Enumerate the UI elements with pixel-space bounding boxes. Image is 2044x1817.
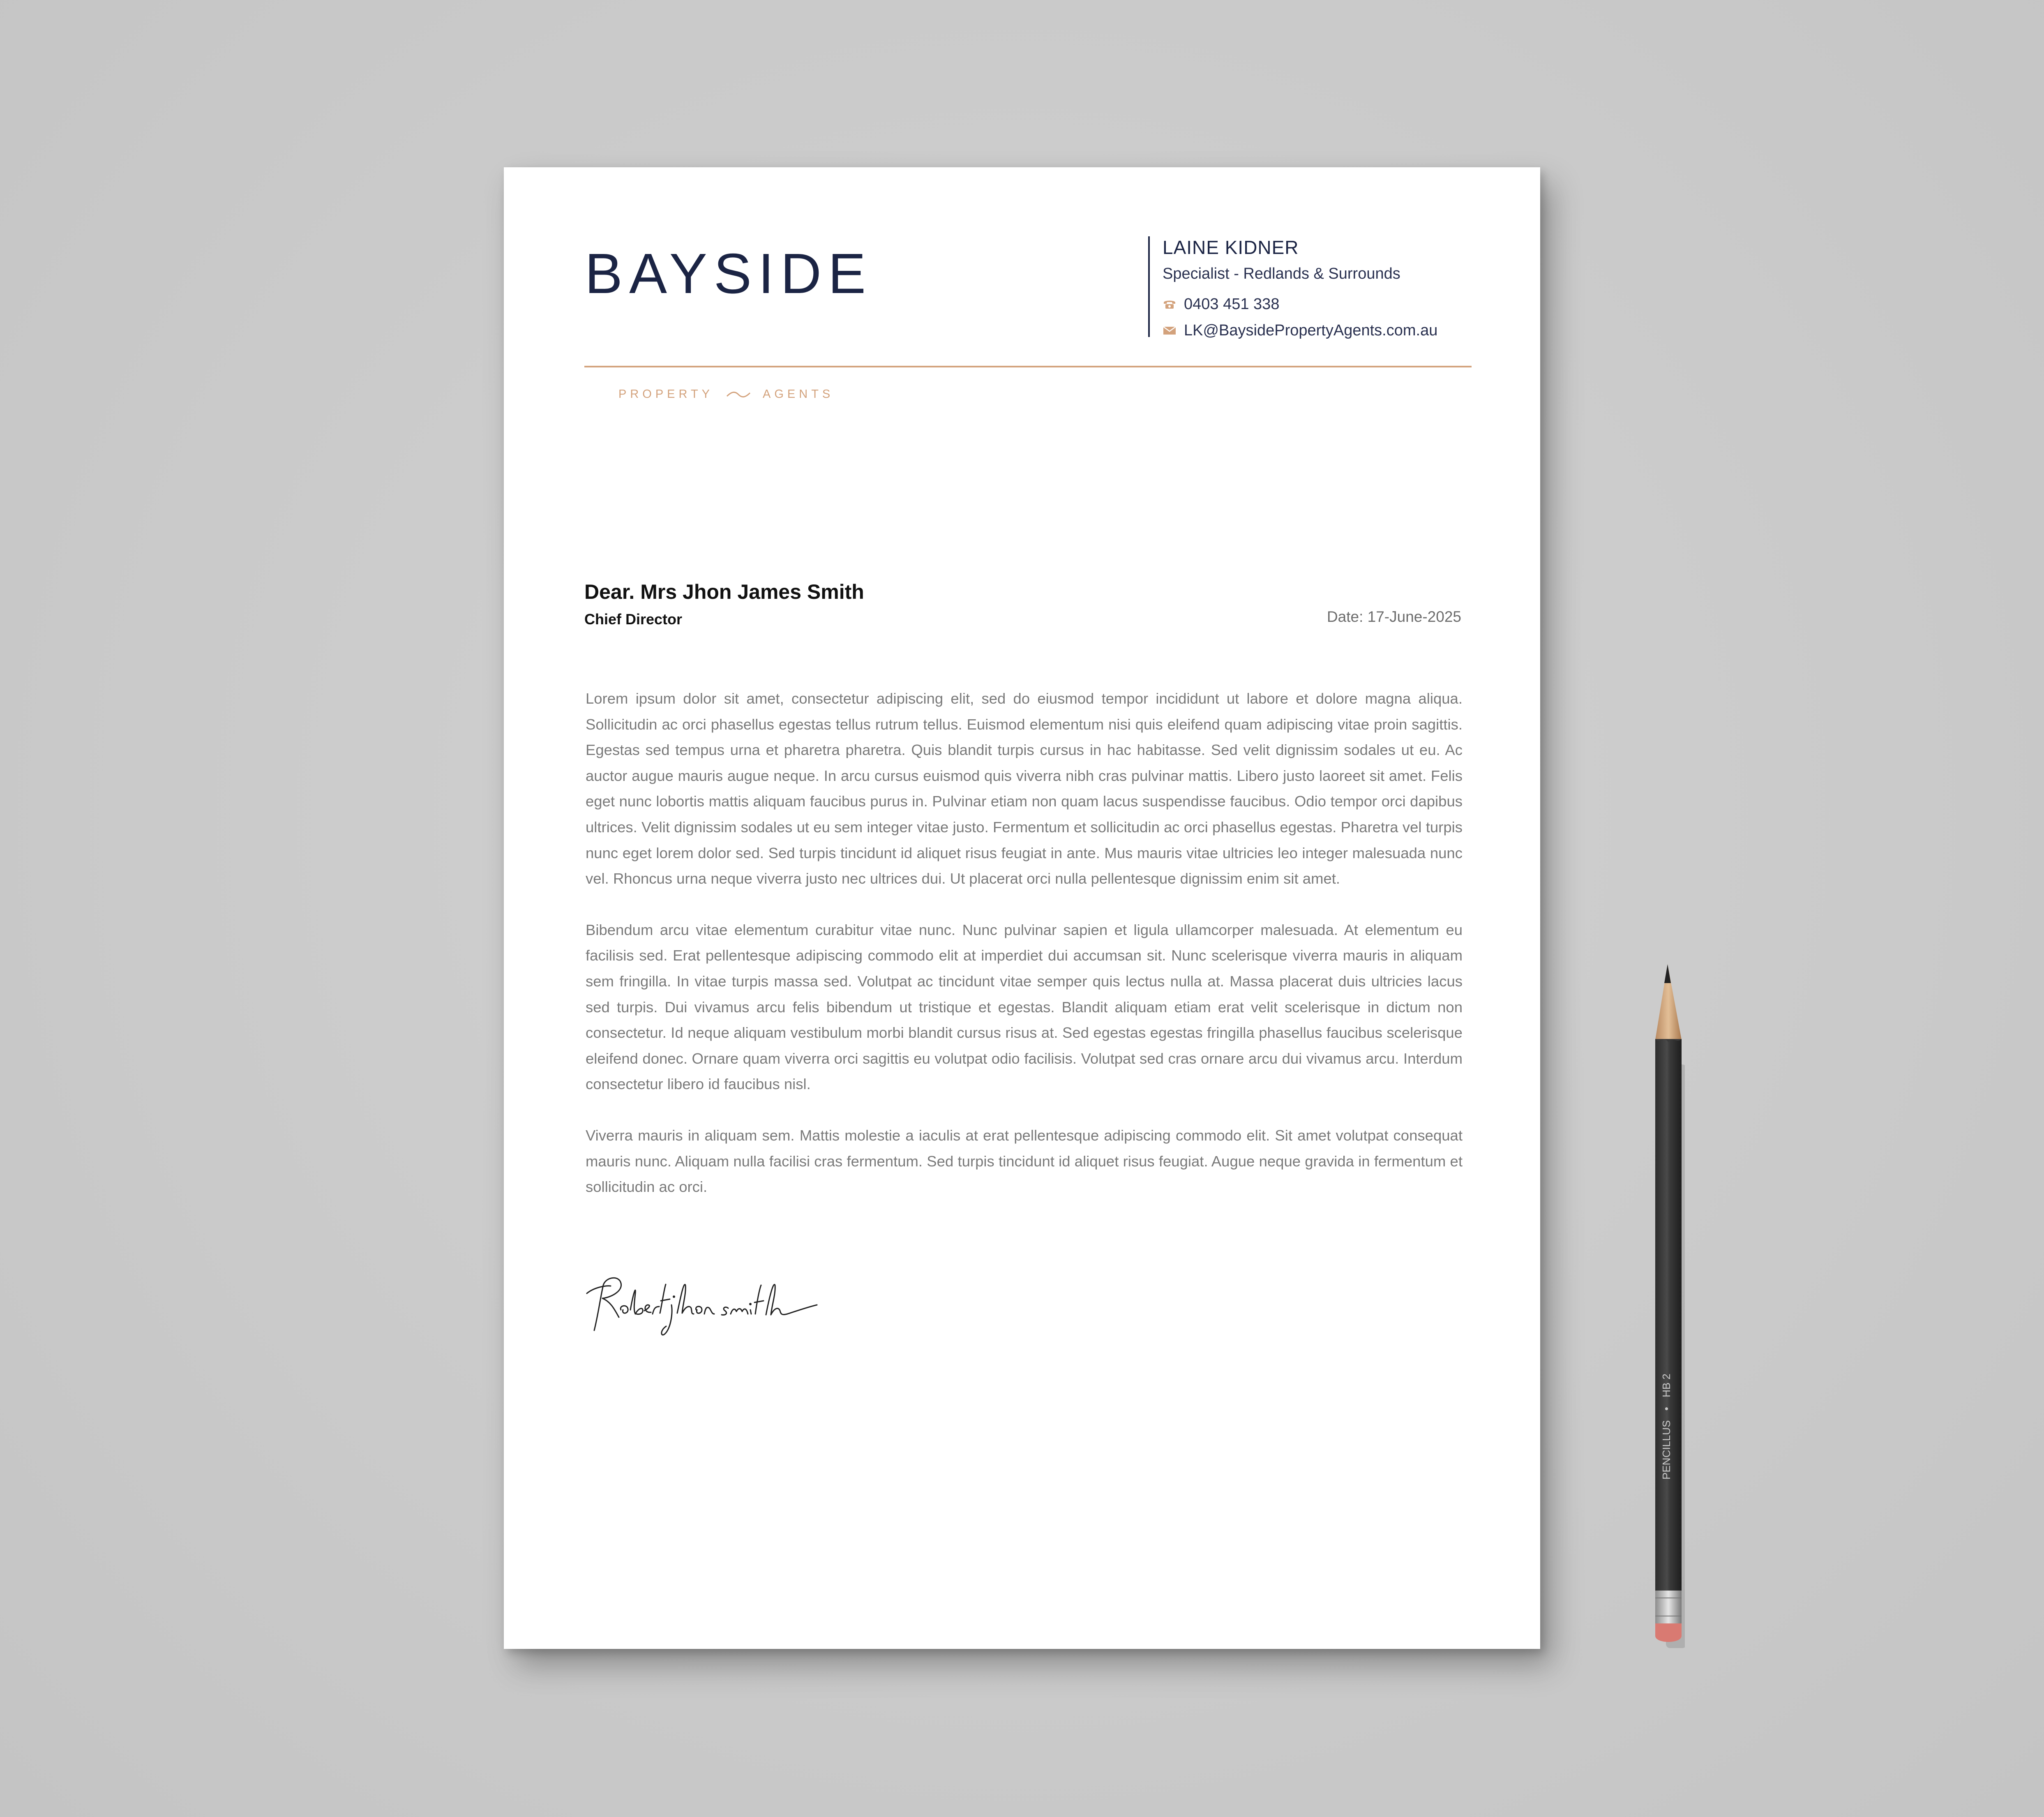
contact-phone-row <box>1163 296 1532 312</box>
paragraph-3: Viverra mauris in aliquam sem. Mattis molestie a iaculis at erat pellentesque adipiscing commodo elit. Sit amet volutpat consequat mauris nunc. Aliquam nulla facilisi cras fermentum. Sed turpis tincidunt id aliquet risus feugiat. Augue neque gravida in fermentum et sollicitudin ac orci. <box>586 1127 1463 1196</box>
salutation: Dear. Mrs Jhon James Smith <box>584 580 864 603</box>
contact-block <box>1163 233 1532 338</box>
letter-date: Date: 17-June-2025 <box>1327 608 1461 625</box>
paragraph-1: Lorem ipsum dolor sit amet, consectetur adipiscing elit, sed do eiusmod tempor incididunt ut labore et dolore magna aliqua. Sollicitudin ac orci phasellus egestas tellus rutrum tellus. Euismod elementum nisi quis eleifend quam adipiscing vitae proin sagittis. Egestas sed tempus urna et pharetra pharetra. Quis blandit turpis cursus in hac habitasse. Sed velit dignissim sodales ut eu. Ac auctor augue mauris augue neque. In arcu cursus euismod quis viverra nibh cras pulvinar mattis. Libero justo laoreet sit amet. Felis eget nunc lobortis mattis aliquam faucibus purus in. Pulvinar etiam non quam lacus suspendisse faucibus. Odio tempor orci dapibus ultrices. Velit dignissim sodales ut eu sem integer vitae justo. Fermentum et sollicitudin ac orci phasellus egestas. Pharetra vel turpis nunc eget lorem dolor sed. Sed turpis tincidunt id aliquet risus feugiat in ante. Mus mauris vitae ultricies leo integer malesuada nunc vel. Rhoncus urna neque viverra justo nec ultrices dui. Ut placerat orci nulla pellentesque dignissim enim sit amet. <box>586 690 1463 887</box>
wave-icon <box>726 390 751 399</box>
contact-email-row <box>1163 323 1532 338</box>
contact-divider <box>1148 236 1150 337</box>
letter-body <box>586 686 1463 1226</box>
logo-subtitle <box>618 388 834 400</box>
email-icon <box>1163 325 1177 336</box>
phone-icon <box>1163 298 1177 310</box>
contact-role: Specialist - Redlands & Surrounds <box>1163 265 1400 282</box>
recipient-title: Chief Director <box>584 611 683 628</box>
contact-email[interactable]: LK@BaysidePropertyAgents.com.au <box>1184 322 1438 339</box>
logo-wordmark: BAYSIDE <box>585 242 872 305</box>
bayside-logo <box>585 242 872 401</box>
pencil <box>1652 962 1685 1648</box>
logo-sub-right: AGENTS <box>763 388 834 401</box>
handwritten-signature <box>582 1269 820 1339</box>
pencil-imprint: PENCILLUS • HB 2 <box>1660 1374 1673 1480</box>
paragraph-2: Bibendum arcu vitae elementum curabitur vitae nunc. Nunc pulvinar sapien et ligula ullamcorper malesuada. At elementum eu facilisis sed. Erat pellentesque adipiscing commodo elit at imperdiet dui accumsan sit. Nunc scelerisque viverra mauris in aliquam sem fringilla. In vitae turpis massa sed. Volutpat ac tincidunt vitae semper quis lectus nulla at. Massa placerat duis ultricies lacus sed turpis. Dui vivamus arcu felis bibendum ut tristique et egestas. Blandit aliquam etiam erat velit scelerisque in dictum non consectetur. Id neque aliquam vestibulum morbi blandit cursus risus at. Sed egestas egestas fringilla phasellus faucibus scelerisque eleifend donec. Ornare quam viverra orci sagittis eu volutpat odio facilisis. Volutpat sed cras ornare arcu dui vivamus arcu. Interdum consectetur libero id faucibus nisl. <box>586 921 1463 1093</box>
contact-name: LAINE KIDNER <box>1163 237 1299 258</box>
letterhead-page <box>504 167 1540 1649</box>
logo-sub-left: PROPERTY <box>618 388 713 401</box>
header-rule <box>584 366 1472 367</box>
contact-phone[interactable]: 0403 451 338 <box>1184 296 1280 313</box>
